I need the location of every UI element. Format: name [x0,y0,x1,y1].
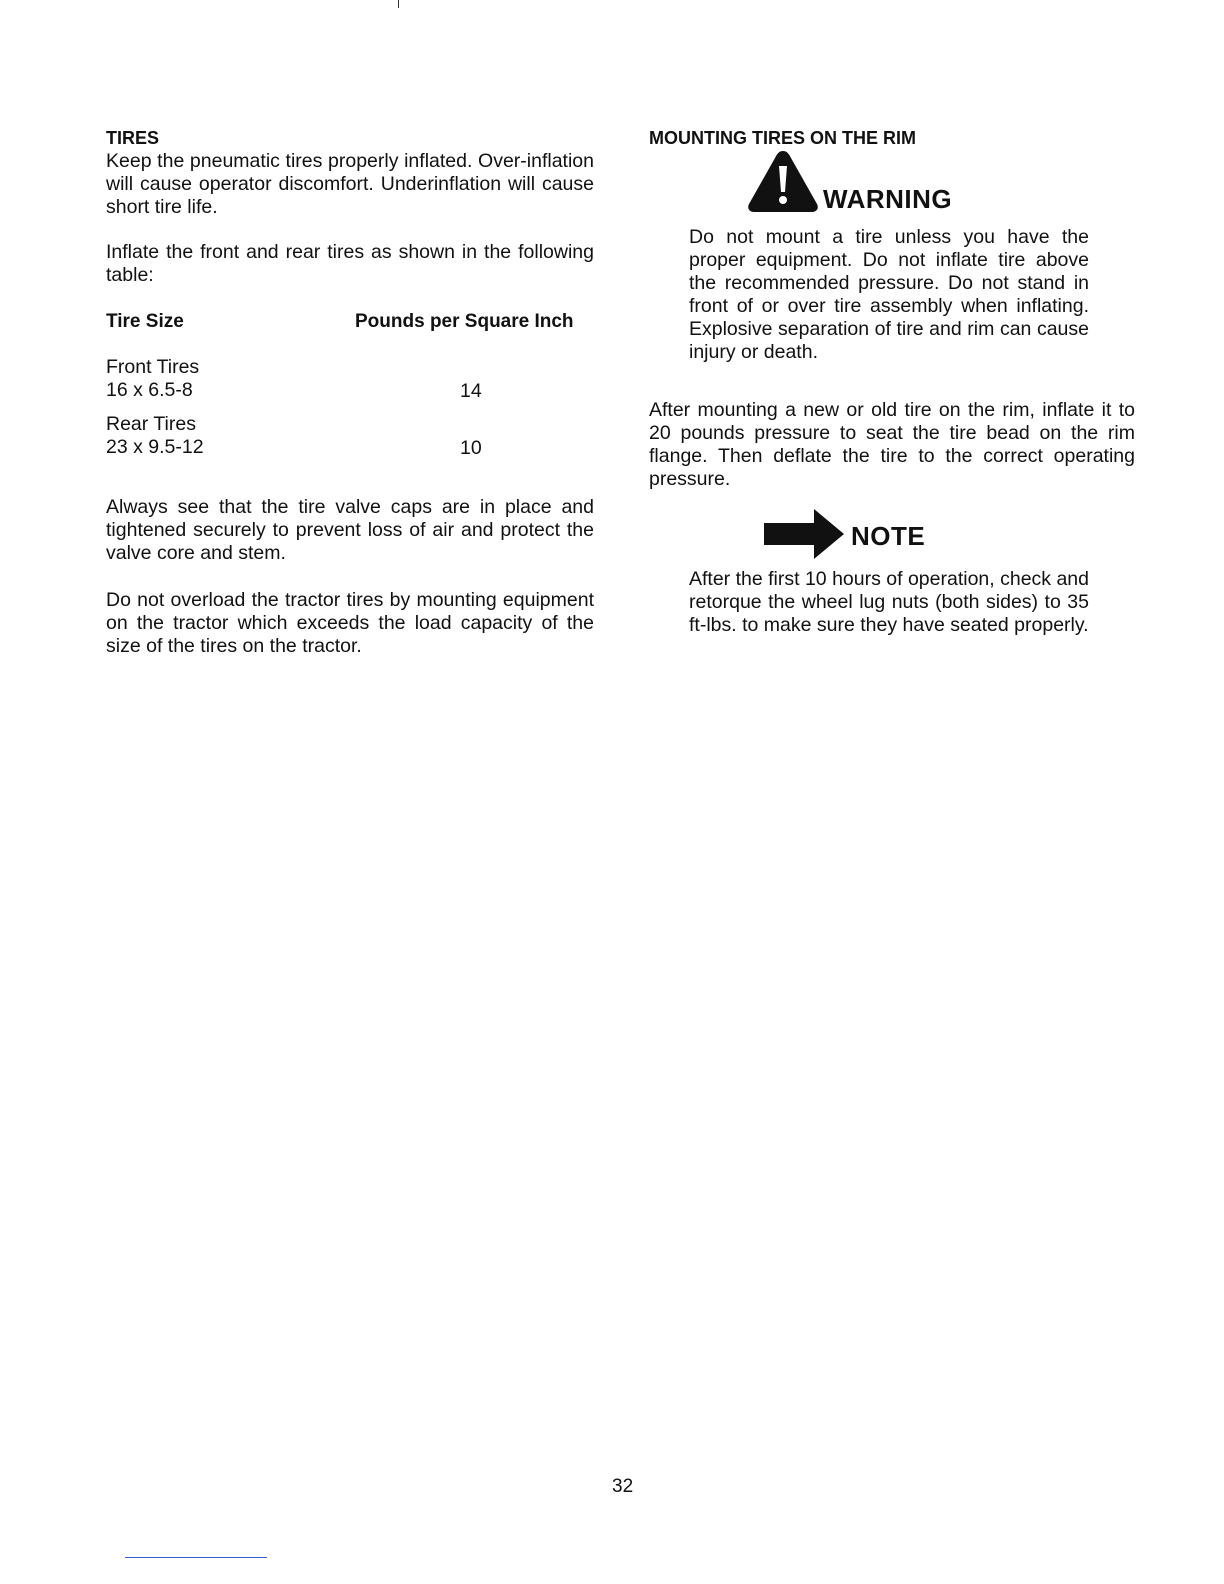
inflate-instructions-paragraph: Inflate the front and rear tires as shown in the following table: [106,241,594,286]
table-group-label-front: Front Tires [106,356,200,378]
table-cell-rear-size: 23 x 9.5-12 [106,436,204,458]
overload-paragraph: Do not overload the tractor tires by mounting equipment on the tractor which exceeds the load capacity of the size of the tires on the tractor. [106,589,594,657]
page-number: 32 [612,1476,634,1497]
table-cell-front-psi: 14 [460,380,482,402]
warning-triangle-icon [746,148,820,214]
scan-edge-line [125,1557,267,1558]
warning-text: Do not mount a tire unless you have the proper equipment. Do not inflate tire above the recommended pressure. Do not stand in front of or over tire assembly when inflating. Explosive separation of tire and rim can cause injury or death. [689,226,1089,363]
tires-intro-paragraph: Keep the pneumatic tires properly inflated. Over-inflation will cause operator discomfort. Underinflation will cause short tire life. [106,150,594,218]
table-header-psi: Pounds per Square Inch [355,311,574,332]
note-text: After the first 10 hours of operation, check and retorque the wheel lug nuts (both sides) to 35 ft-lbs. to make sure they have seated properly. [689,568,1089,636]
table-cell-front-size: 16 x 6.5-8 [106,379,193,401]
section-heading-tires: TIRES [106,128,160,148]
valve-caps-paragraph: Always see that the tire valve caps are in place and tightened securely to prevent loss of air and protect the valve core and stem. [106,496,594,564]
scan-mark [398,0,399,8]
mounting-paragraph: After mounting a new or old tire on the rim, inflate it to 20 pounds pressure to seat the tire bead on the rim flange. Then deflate the tire to the correct operating pressure. [649,399,1135,490]
warning-title: WARNING [823,184,953,214]
table-header-tire-size: Tire Size [106,311,184,332]
note-title: NOTE [851,521,926,551]
table-cell-rear-psi: 10 [460,437,482,459]
section-heading-mounting: MOUNTING TIRES ON THE RIM [649,128,916,148]
table-group-label-rear: Rear Tires [106,413,196,435]
arrow-right-icon [764,506,846,562]
